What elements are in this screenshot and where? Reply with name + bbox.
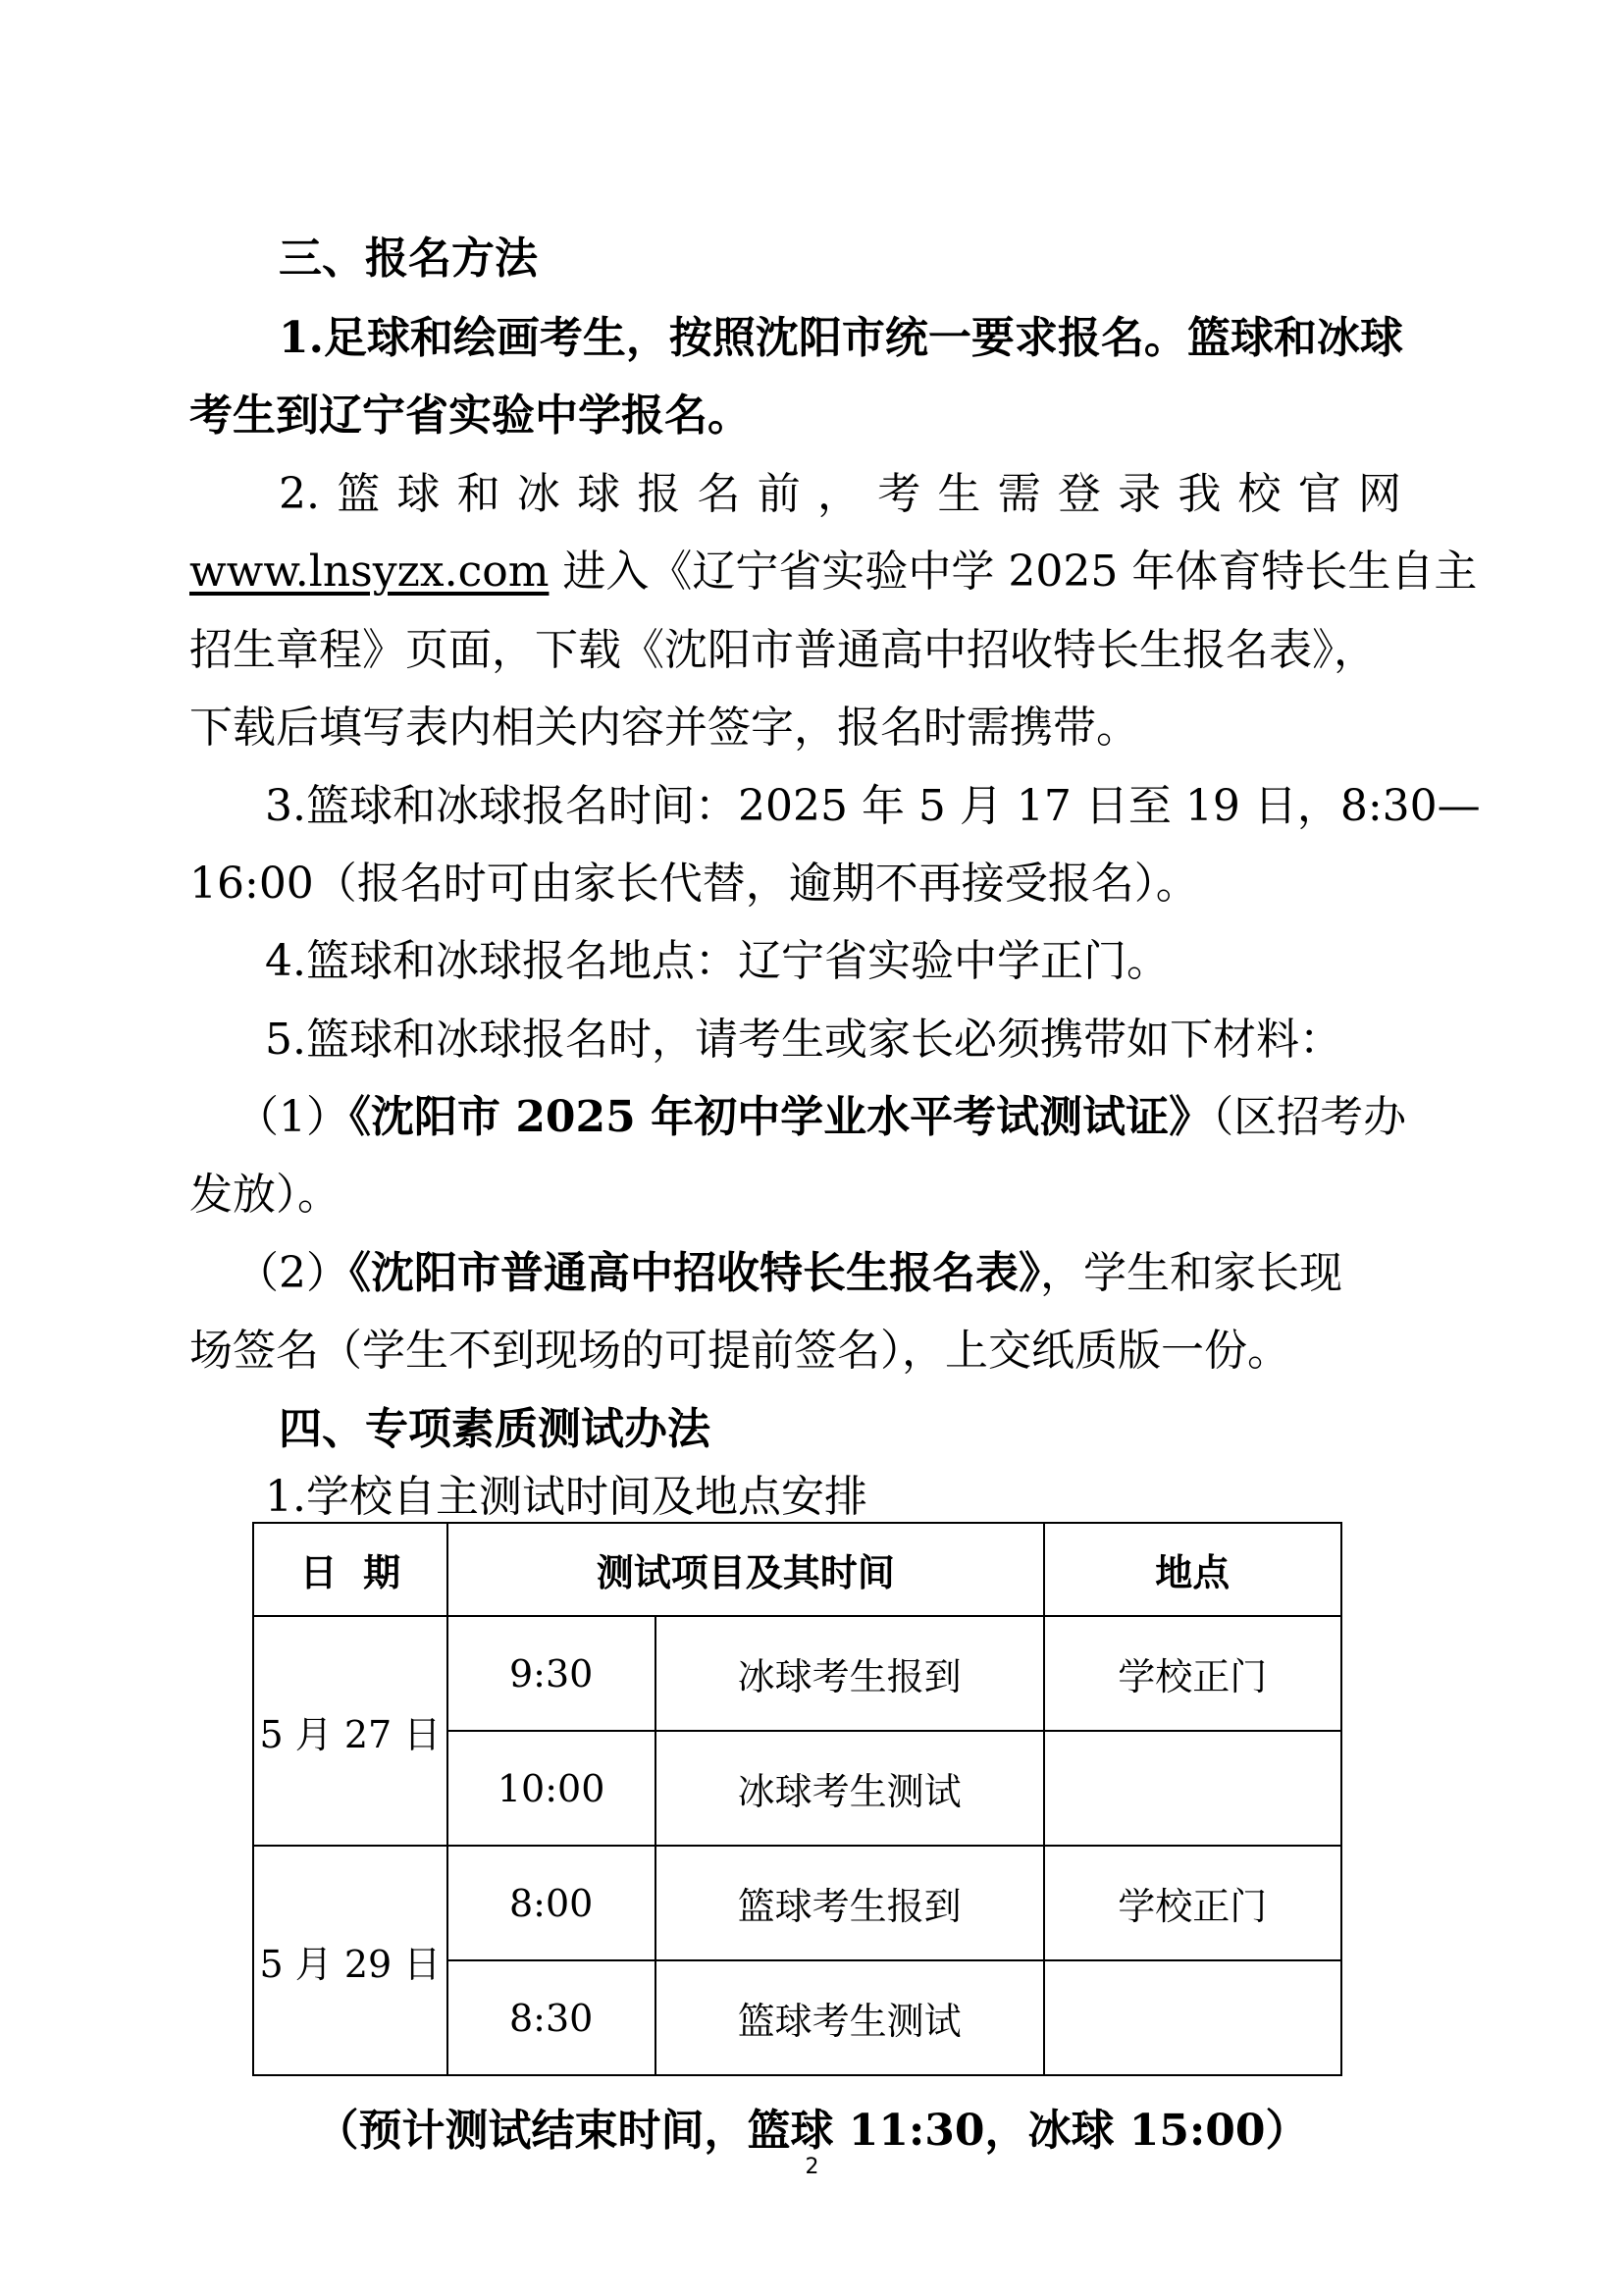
material-item-2-line-2: 场签名（学生不到现场的可提前签名），上交纸质版一份。 [189, 1326, 1290, 1376]
material-item-1-suffix: （区招考办 [1212, 1092, 1407, 1142]
table-row [253, 1616, 1341, 1731]
header-place: 地点 [1044, 1523, 1341, 1616]
table-header-row [253, 1523, 1341, 1616]
paragraph-2-line-4: 下载后填写表内相关内容并签字，报名时需携带。 [189, 703, 1139, 753]
place-cell [1044, 1960, 1341, 2075]
schedule-table [252, 1522, 1342, 2076]
header-items: 测试项目及其时间 [447, 1523, 1044, 1616]
time-cell: 10:00 [447, 1731, 655, 1846]
school-website-link[interactable]: www.lnsyzx.com [189, 547, 550, 597]
place-cell: 学校正门 [1044, 1616, 1341, 1731]
date-cell: 5 月 29 日 [253, 1846, 447, 2075]
material-item-1-prefix: （1） [236, 1092, 349, 1142]
paragraph-5: 5.篮球和冰球报名时，请考生或家长必须携带如下材料： [265, 1015, 1342, 1065]
material-item-1-line-1 [236, 1088, 1406, 1147]
item-cell: 冰球考生报到 [655, 1616, 1044, 1731]
material-item-2-prefix: （2） [236, 1248, 349, 1298]
time-cell: 8:30 [447, 1960, 655, 2075]
item-cell: 篮球考生报到 [655, 1846, 1044, 1960]
paragraph-2-line-1: 2.篮球和冰球报名前，考生需登录我校官网 [279, 469, 1401, 519]
section-4-heading: 四、专项素质测试办法 [279, 1404, 710, 1454]
item-cell: 冰球考生测试 [655, 1731, 1044, 1846]
table-row [253, 1846, 1341, 1960]
item-cell: 篮球考生测试 [655, 1960, 1044, 2075]
header-date: 日 期 [253, 1523, 447, 1616]
place-cell [1044, 1731, 1341, 1846]
place-cell: 学校正门 [1044, 1846, 1341, 1960]
material-item-1-title: 《沈阳市 2025 年初中学业水平考试测试证》 [349, 1092, 1213, 1142]
paragraph-2-line-2-text: 进入《辽宁省实验中学 2025 年体育特长生自主 [549, 547, 1478, 597]
paragraph-1-line-1: 1.足球和绘画考生，按照沈阳市统一要求报名。篮球和冰球 [279, 313, 1403, 363]
paragraph-1-line-2: 考生到辽宁省实验中学报名。 [189, 391, 751, 441]
paragraph-3-line-1: 3.篮球和冰球报名时间：2025 年 5 月 17 日至 19 日，8:30— [265, 781, 1481, 831]
time-cell: 8:00 [447, 1846, 655, 1960]
test-end-time-note: （预计测试结束时间，篮球 11:30，冰球 15:00） [315, 2106, 1309, 2156]
paragraph-4: 4.篮球和冰球报名地点：辽宁省实验中学正门。 [265, 936, 1170, 986]
paragraph-2-line-3: 招生章程》页面，下载《沈阳市普通高中招收特长生报名表》， [189, 625, 1377, 675]
paragraph-2-line-2 [189, 543, 1477, 601]
page-number: 2 [805, 2155, 819, 2179]
section-3-heading: 三、报名方法 [279, 234, 538, 284]
material-item-1-line-2: 发放）。 [189, 1170, 341, 1220]
material-item-2-line-1 [236, 1244, 1342, 1303]
date-cell: 5 月 27 日 [253, 1616, 447, 1846]
paragraph-3-line-2: 16:00（报名时可由家长代替，逾期不再接受报名）。 [189, 859, 1199, 909]
time-cell: 9:30 [447, 1616, 655, 1731]
material-item-2-suffix: ，学生和家长现 [1040, 1248, 1342, 1298]
material-item-2-title: 《沈阳市普通高中招收特长生报名表》 [349, 1248, 1040, 1298]
section-4-subheading: 1.学校自主测试时间及地点安排 [265, 1472, 867, 1522]
